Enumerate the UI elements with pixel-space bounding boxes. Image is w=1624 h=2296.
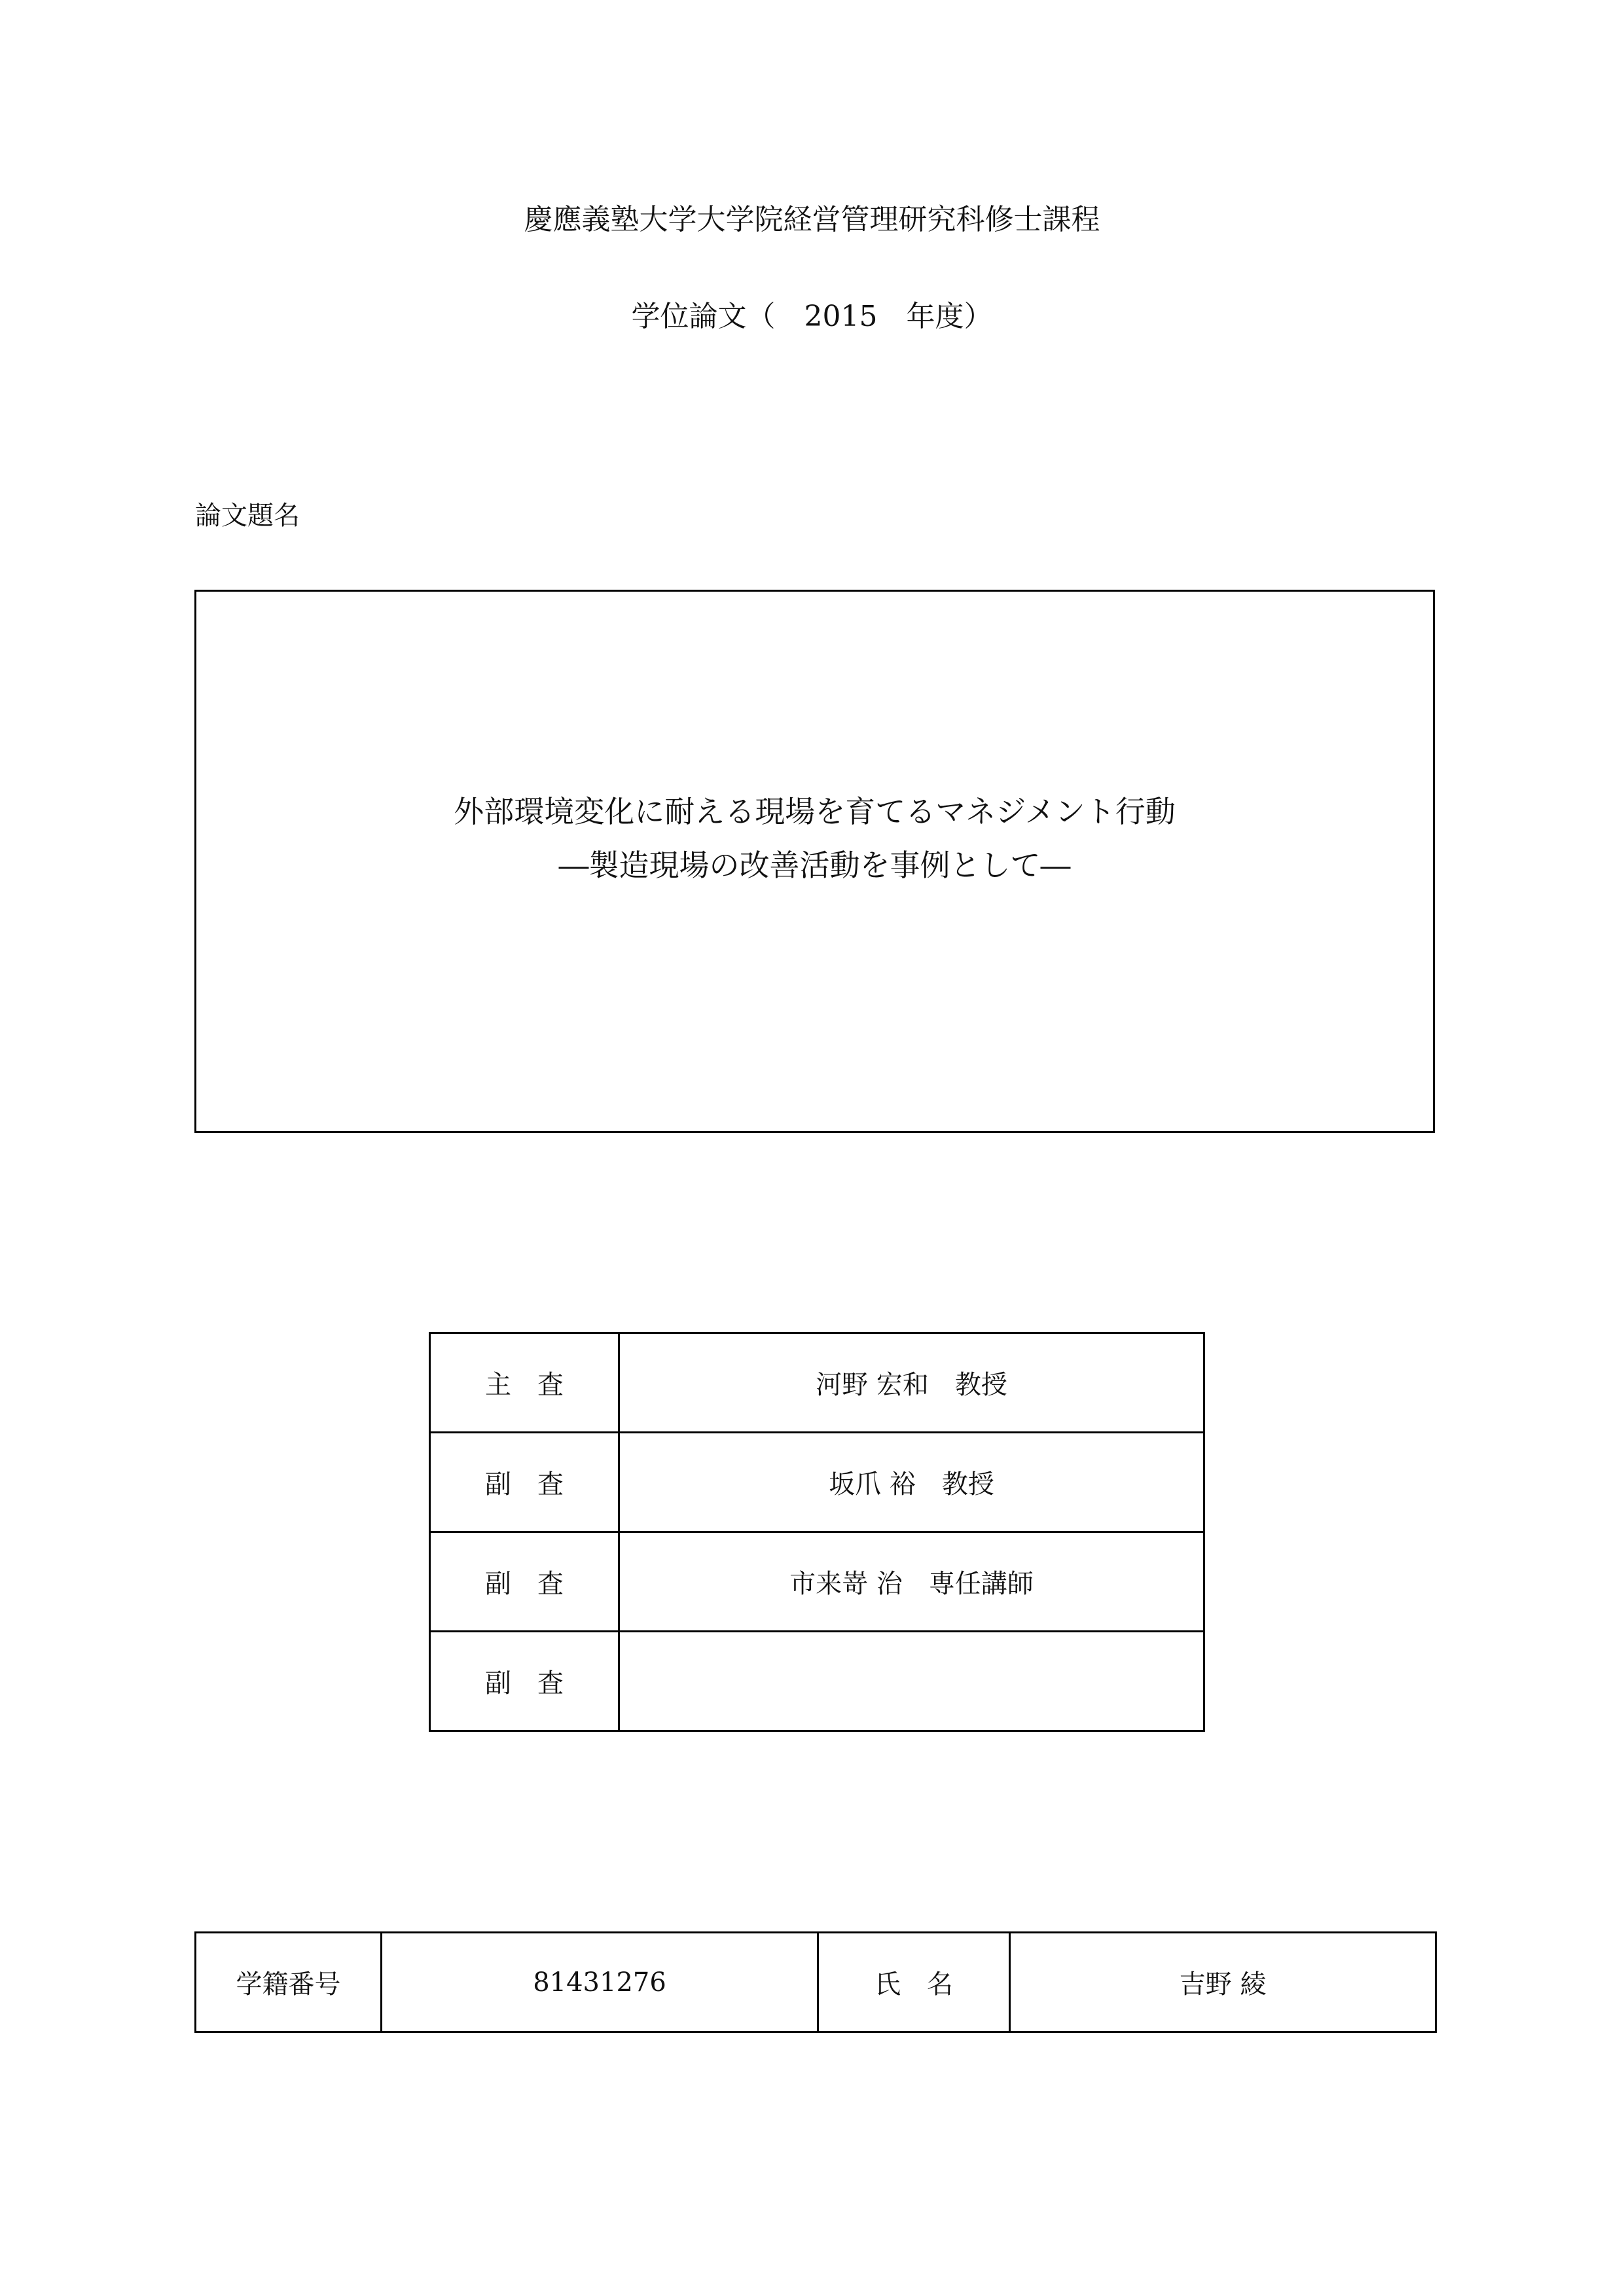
student-id-value: 81431276 [382, 1933, 818, 2032]
thesis-title-label: 論文題名 [195, 501, 300, 531]
examiner-row [430, 1532, 1204, 1632]
university-program-line: 慶應義塾大学大学院経営管理研究科修士課程 [524, 203, 1100, 236]
thesis-subtitle: ―製造現場の改善活動を事例として― [558, 848, 1071, 883]
student-id-label: 学籍番号 [196, 1933, 382, 2032]
examiner-row [430, 1333, 1204, 1433]
examiner-name: 河野 宏和 教授 [619, 1333, 1204, 1433]
student-name-label: 氏 名 [818, 1933, 1010, 2032]
examiner-role: 主 査 [430, 1333, 619, 1433]
examiner-name: 市来嵜 治 専任講師 [619, 1532, 1204, 1632]
examiner-name: 坂爪 裕 教授 [619, 1433, 1204, 1532]
thesis-title-box [194, 590, 1435, 1133]
student-info-row [196, 1933, 1436, 2032]
examiner-role: 副 査 [430, 1433, 619, 1532]
examiner-row [430, 1433, 1204, 1532]
examiner-role: 副 査 [430, 1632, 619, 1731]
student-info-table [194, 1931, 1437, 2033]
student-name-value: 吉野 綾 [1010, 1933, 1436, 2032]
examiner-row [430, 1632, 1204, 1731]
thesis-year-line: 学位論文（ 2015 年度） [631, 300, 993, 333]
examiner-name [619, 1632, 1204, 1731]
examiner-table [429, 1332, 1205, 1732]
examiner-role: 副 査 [430, 1532, 619, 1632]
thesis-title: 外部環境変化に耐える現場を育てるマネジメント行動 [454, 794, 1176, 829]
